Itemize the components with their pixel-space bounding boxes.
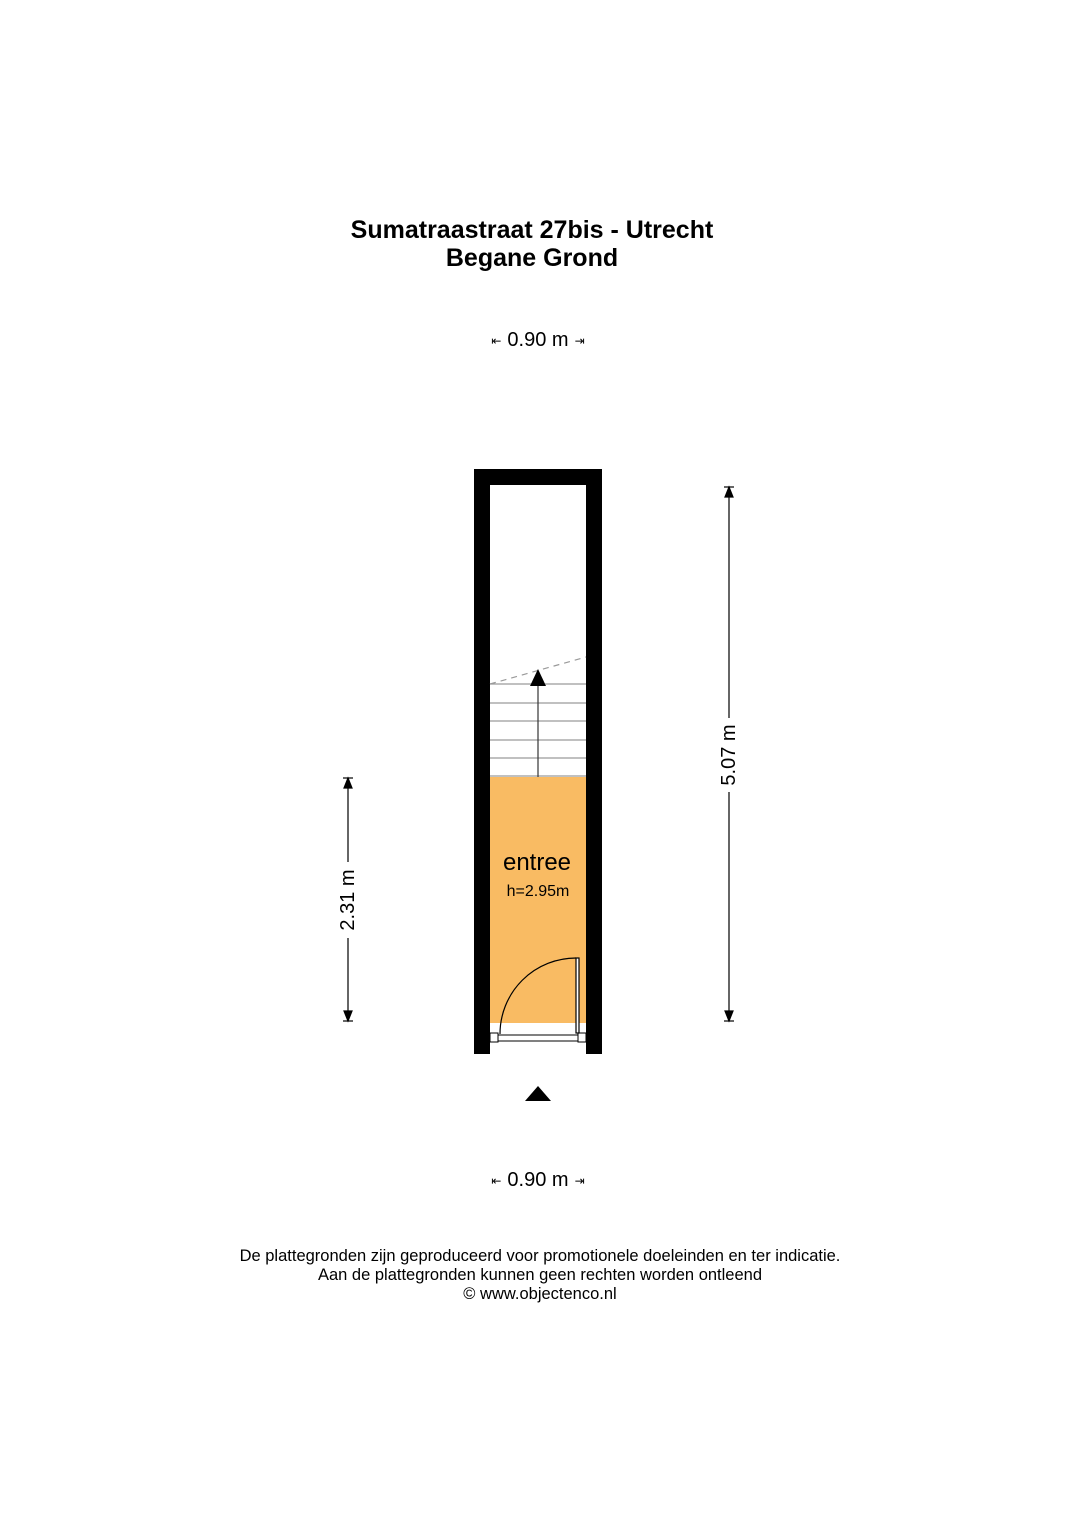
wall-right bbox=[586, 469, 602, 1054]
threshold bbox=[490, 1033, 586, 1042]
dimension-width-bottom bbox=[0, 1169, 1076, 1192]
plan-title-floor: Begane Grond bbox=[445, 244, 619, 272]
disclaimer bbox=[0, 1247, 1080, 1304]
dimension-height-left-label: 2.31 m bbox=[337, 869, 359, 931]
plan-title-address: Sumatraastraat 27bis - Utrecht bbox=[350, 216, 714, 244]
dimension-arrow-left-icon: ⇤ bbox=[491, 333, 502, 348]
dimension-width-bottom-label: 0.90 m bbox=[507, 1169, 569, 1192]
dimension-arrow-left-icon: ⇤ bbox=[491, 1173, 502, 1188]
room-entree-area bbox=[490, 777, 586, 1023]
wall-left bbox=[474, 469, 490, 1054]
dimension-height-right-label: 5.07 m bbox=[718, 724, 740, 786]
room-name-label: entree bbox=[502, 849, 572, 876]
disclaimer-line-2: Aan de plattegronden kunnen geen rechten worden ontleend bbox=[317, 1266, 763, 1284]
entrance-marker-icon bbox=[525, 1086, 551, 1101]
room-height-label: h=2.95m bbox=[506, 883, 570, 900]
copyright-line: © www.objectenco.nl bbox=[463, 1285, 617, 1303]
dimension-width-top-label: 0.90 m bbox=[507, 329, 569, 352]
disclaimer-line-1: De plattegronden zijn geproduceerd voor promotionele doeleinden en ter indicatie. bbox=[239, 1247, 841, 1265]
stairs-direction-arrow-icon bbox=[530, 669, 546, 777]
dimension-arrow-right-icon: ⇥ bbox=[574, 1173, 585, 1188]
dimension-arrow-right-icon: ⇥ bbox=[574, 333, 585, 348]
wall-top bbox=[474, 469, 602, 485]
